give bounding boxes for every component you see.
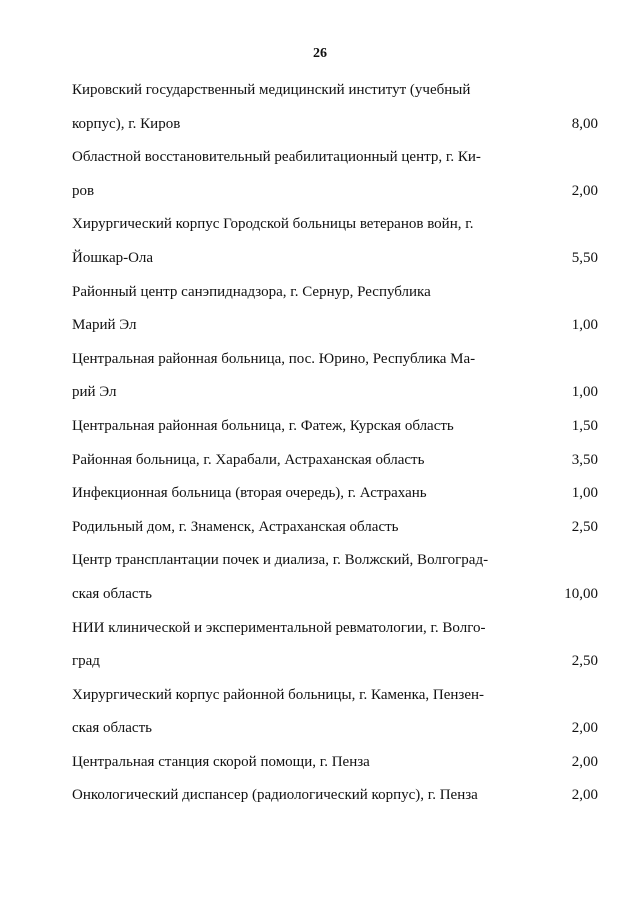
list-item [72,343,598,410]
entry-text-line: Йошкар-Ола [72,249,154,266]
entry-text-line: рий Эл [72,384,117,401]
entry-value: 1,00 [571,485,598,502]
entry-text-line: Хирургический корпус Городской больницы ветеранов войн, г. [72,216,474,233]
entry-value: 3,50 [571,451,598,468]
list-item [72,276,598,343]
entry-value: 2,50 [571,518,598,535]
entry-text-line: Районная больница, г. Харабали, Астраханская область [72,451,425,468]
entry-text-line: Онкологический диспансер (радиологический корпус), г. Пенза [72,787,478,804]
entry-value: 5,50 [571,249,598,266]
entry-text-line: ская область [72,720,152,737]
entry-text-line: ров [72,182,95,199]
entry-text-line: Родильный дом, г. Знаменск, Астраханская область [72,518,399,535]
entry-text-line: Центральная районная больница, г. Фатеж, Курская область [72,417,454,434]
entry-text-line: Хирургический корпус районной больницы, г. Каменка, Пензен- [72,686,485,703]
entry-text-line: Центр трансплантации почек и диализа, г. Волжский, Волгоград- [72,552,489,569]
entry-value: 2,00 [571,720,598,737]
entry-text-line: Инфекционная больница (вторая очередь), г. Астрахань [72,485,427,502]
entry-text-line: Центральная районная больница, пос. Юрино, Республика Ма- [72,350,476,367]
entry-text-line: ская область [72,585,152,602]
entry-value: 2,00 [571,182,598,199]
list-item [72,141,598,208]
list-item [72,511,598,545]
list-item [72,208,598,275]
entry-text-line: Центральная станция скорой помощи, г. Пенза [72,753,370,770]
entry-value: 10,00 [564,585,598,602]
entry-value: 2,00 [571,753,598,770]
list-item [72,477,598,511]
entry-value: 8,00 [571,115,598,132]
entry-value: 1,00 [571,317,598,334]
entries-list [72,74,598,813]
entry-value: 1,50 [571,417,598,434]
entry-value: 2,50 [571,653,598,670]
page-number: 26 [313,46,327,61]
entry-text-line: град [72,653,100,670]
list-item [72,544,598,611]
list-item [72,679,598,746]
list-item [72,444,598,478]
list-item [72,74,598,141]
entry-text-line: Областной восстановительный реабилитационный центр, г. Ки- [72,149,481,166]
entry-value: 1,00 [571,384,598,401]
entry-text-line: Кировский государственный медицинский институт (учебный [72,82,471,98]
entry-text-line: НИИ клинической и экспериментальной ревматологии, г. Волго- [72,619,486,636]
entry-text-line: корпус), г. Киров [72,115,181,132]
list-item [72,410,598,444]
entry-text-line: Марий Эл [72,317,137,334]
list-item [72,779,598,813]
entry-text-line: Районный центр санэпиднадзора, г. Сернур, Республика [72,283,431,300]
list-item [72,612,598,679]
list-item [72,746,598,780]
entry-value: 2,00 [571,787,598,804]
